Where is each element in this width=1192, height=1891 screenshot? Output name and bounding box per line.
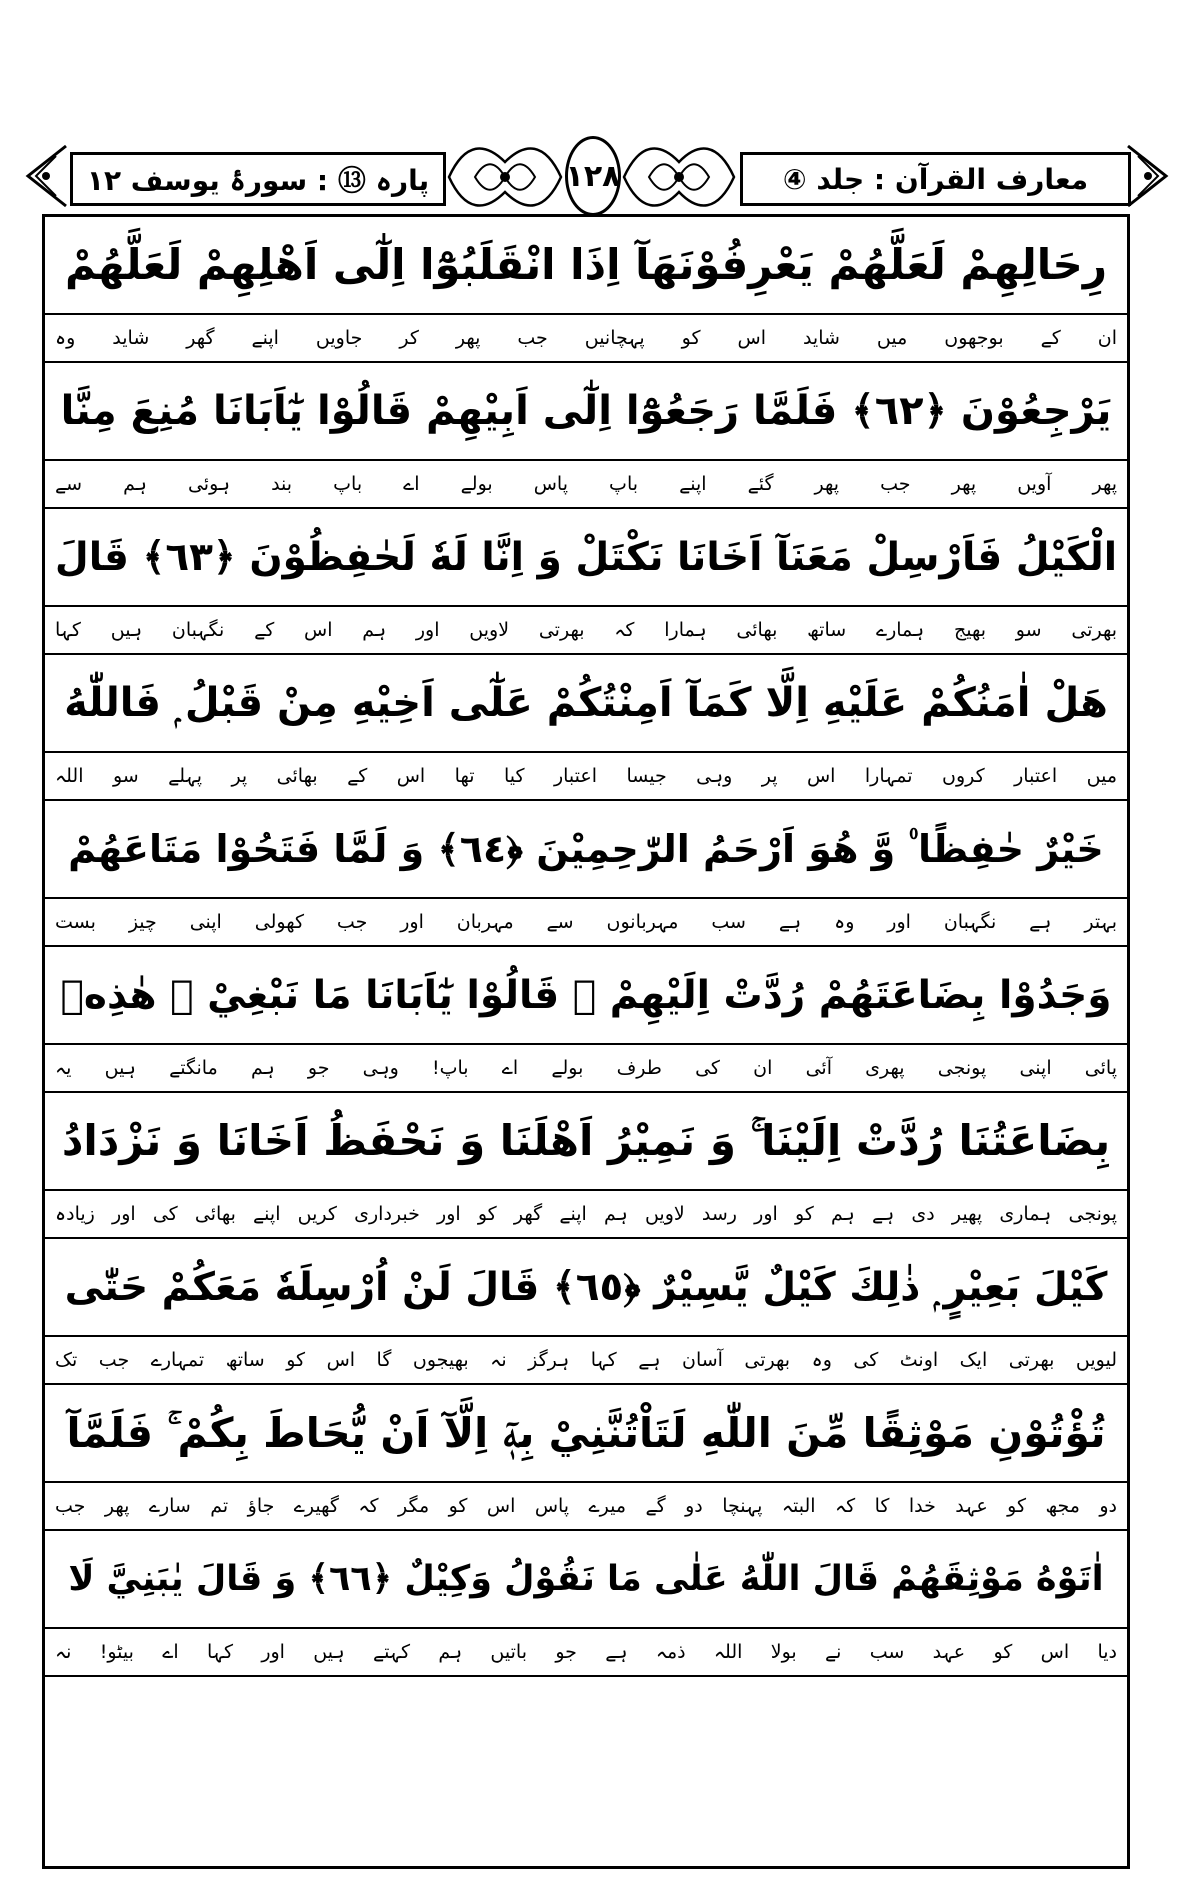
arabic-text: الْكَيْلُ فَاَرْسِلْ مَعَنَآ اَخَانَا نَكْتَلْ وَ اِنَّا لَهٗ لَحٰفِظُوْنَ ﴿٦٣﴾ قَالَ	[54, 534, 1118, 580]
arabic-line	[45, 363, 1127, 459]
para-surah-label: پارہ ⑬ : سورۂ یوسف ۱۲	[86, 164, 430, 197]
left-end-ornament-icon	[22, 142, 68, 210]
arabic-text: خَيْرٌ حٰفِظًا ۠ وَّ هُوَ اَرْحَمُ الرّٰحِمِيْنَ ﴿٦٤﴾ وَ لَمَّا فَتَحُوْا مَتَاعَهُمْ	[68, 827, 1104, 871]
translation-line	[45, 605, 1127, 655]
arabic-line	[45, 1093, 1127, 1189]
arabic-line	[45, 1385, 1127, 1481]
arabic-text: كَيْلَ بَعِيْرٍ ۭ ذٰلِكَ كَيْلٌ يَّسِيْرٌ ﴿٦٥﴾ قَالَ لَنْ اُرْسِلَهٗ مَعَكُمْ حَتّٰى	[64, 1264, 1108, 1310]
translation-text: بھرتی سو بھیج ہمارے ساتھ بھائی ہمارا کہ بھرتی لاویں اور ہم اس کے نگہبان ہیں کہا	[55, 619, 1117, 641]
book-title: معارف القرآن : جلد ④	[782, 162, 1089, 196]
translation-line	[45, 751, 1127, 801]
translation-text: بہتر ہے نگہبان اور وہ ہے سب مہربانوں سے مہربان اور جب کھولی اپنی چیز بست	[55, 911, 1117, 933]
translation-line	[45, 1335, 1127, 1385]
translation-text: پائی اپنی پونجی پھری آئی ان کی طرف بولے اے باپ! وہی جو ہم مانگتے ہیں یہ	[55, 1057, 1117, 1079]
arabic-line	[45, 801, 1127, 897]
translation-text: دو مجھ کو عہد خدا کا کہ البتہ پہنچا دو گے میرے پاس اس کو مگر کہ گھیرے جاؤ تم سارے پھر جب	[55, 1495, 1117, 1517]
para-surah-box	[70, 152, 446, 206]
translation-text: ان کے بوجھوں میں شاید اس کو پہچانیں جب پھر کر جاویں اپنے گھر شاید وہ	[55, 327, 1117, 349]
right-end-ornament-icon	[1126, 142, 1172, 210]
arabic-line	[45, 1239, 1127, 1335]
arabic-text: هَلْ اٰمَنُكُمْ عَلَيْهِ اِلَّا كَمَآ اَمِنْتُكُمْ عَلٰٓى اَخِيْهِ مِنْ قَبْلُ ۭ فَاللّٰهُ	[64, 680, 1108, 726]
arabic-line	[45, 217, 1127, 313]
translation-text: لیویں بھرتی ایک اونٹ کی وہ بھرتی آسان ہے کہا ہرگز نہ بھیجوں گا اس کو ساتھ تمہارے جب تک	[55, 1349, 1117, 1371]
translation-line	[45, 313, 1127, 363]
translation-text: پونجی ہماری پھیر دی ہے ہم کو اور رسد لاویں ہم اپنے گھر کو اور خبرداری کریں اپنے بھائی کی اور زیادہ	[55, 1203, 1117, 1225]
translation-line	[45, 459, 1127, 509]
right-floral-ornament-icon	[620, 132, 738, 222]
translation-text: دیا اس کو عہد سب نے بولا اللہ ذمہ ہے جو باتیں ہم کہتے ہیں اور کہا اے بیٹو! نہ	[55, 1641, 1117, 1663]
translation-text: میں اعتبار کروں تمہارا اس پر وہی جیسا اعتبار کیا تھا اس کے بھائی پر پہلے سو اللہ	[55, 765, 1117, 787]
arabic-text: وَجَدُوْا بِضَاعَتَهُمْ رُدَّتْ اِلَيْهِمْ ۭ قَالُوْا يٰٓاَبَانَا مَا نَبْغِيْ ۭ هٰذِهٖ	[60, 972, 1112, 1018]
translation-text: پھر آویں پھر جب پھر گئے اپنے باپ پاس بولے اے باپ بند ہوئی ہم سے	[55, 473, 1117, 495]
arabic-text: يَرْجِعُوْنَ ﴿٦٢﴾ فَلَمَّا رَجَعُوْٓا اِلٰٓى اَبِيْهِمْ قَالُوْا يٰٓاَبَانَا مُنِعَ مِنَّا	[60, 388, 1112, 434]
text-frame	[42, 214, 1130, 1869]
arabic-line	[45, 1531, 1127, 1627]
page-number-badge	[565, 136, 621, 216]
translation-line	[45, 897, 1127, 947]
book-title-box	[740, 152, 1131, 206]
arabic-text: تُؤْتُوْنِ مَوْثِقًا مِّنَ اللّٰهِ لَتَاْتُنَّنِيْ بِهٖٓ اِلَّآ اَنْ يُّحَاطَ بِكُمْ ۚ فَلَمَّآ	[66, 1408, 1106, 1457]
translation-line	[45, 1043, 1127, 1093]
arabic-text: اٰتَوْهُ مَوْثِقَهُمْ قَالَ اللّٰهُ عَلٰى مَا نَقُوْلُ وَكِيْلٌ ﴿٦٦﴾ وَ قَالَ يٰبَنِيَّ لَا	[68, 1558, 1104, 1599]
translation-line	[45, 1627, 1127, 1677]
arabic-text: رِحَالِهِمْ لَعَلَّهُمْ يَعْرِفُوْنَهَآ اِذَا انْقَلَبُوْٓا اِلٰٓى اَهْلِهِمْ لَعَلَّهُمْ	[64, 240, 1108, 289]
arabic-line	[45, 655, 1127, 751]
page-number: ۱۲۸	[565, 158, 621, 194]
translation-line	[45, 1189, 1127, 1239]
page-header	[20, 132, 1152, 222]
arabic-line	[45, 509, 1127, 605]
left-floral-ornament-icon	[445, 132, 565, 222]
arabic-line	[45, 947, 1127, 1043]
arabic-text: بِضَاعَتُنَا رُدَّتْ اِلَيْنَا ۚ وَ نَمِيْرُ اَهْلَنَا وَ نَحْفَظُ اَخَانَا وَ نَزْدَادُ	[61, 1116, 1111, 1165]
translation-line	[45, 1481, 1127, 1531]
